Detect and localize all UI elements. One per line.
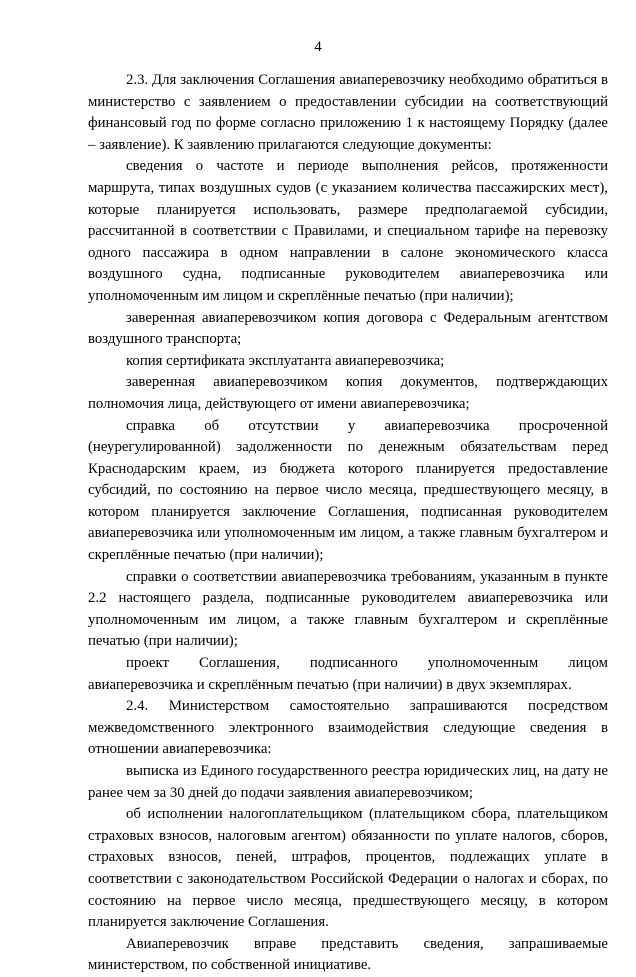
paragraph-2-4-intro: 2.4. Министерством самостоятельно запрашиваются посредством межведомственного электронного взаимодействия следующие сведения в отношении авиаперевозчика: [88, 698, 608, 758]
paragraph-debt-certificate: справка об отсутствии у авиаперевозчика просроченной (неурегулированной) задолженности по денежным обязательствам перед Краснодарским краем, из бюджета которого планируется предоставление субсидий, по состоянию на первое число месяца, предшествующего месяцу, в котором планируется заключение Соглашения, подписанная руководителем авиаперевозчика или уполномоченным им лицом, а также главным бухгалтером и скреплённые печатью (при наличии); [88, 417, 608, 564]
paragraph-agreement-draft: проект Соглашения, подписанного уполномоченным лицом авиаперевозчика и скреплённым печатью (при наличии) в двух экземплярах. [88, 655, 608, 693]
paragraph-own-initiative: Авиаперевозчик вправе представить сведения, запрашиваемые министерством, по собственной инициативе. [88, 935, 608, 974]
paragraph-compliance-certificates: справки о соответствии авиаперевозчика требованиям, указанным в пункте 2.2 настоящего раздела, подписанные руководителем авиаперевозчика или уполномоченным им лицом, а также главным бухгалтером и скреплённые печатью (при наличии); [88, 568, 608, 650]
page-number: 4 [314, 39, 322, 55]
paragraph-authority-documents: заверенная авиаперевозчиком копия документов, подтверждающих полномочия лица, действующего от имени авиаперевозчика; [88, 374, 608, 412]
paragraph-agency-contract: заверенная авиаперевозчиком копия договора с Федеральным агентством воздушного транспорта; [88, 309, 608, 348]
paragraph-flight-info: сведения о частоте и периоде выполнения рейсов, протяженности маршрута, типах воздушных судов (с указанием количества пассажирских мест), которые планируется использовать, размере предполагаемой субсидии, рассчитанной в соответствии с Правилами, и специальном тарифе на перевозку одного пассажира в одном направлении в салоне экономического класса воздушного судна, подписанные руководителем авиаперевозчика или уполномоченным им лицом и скреплённые печатью (при наличии); [88, 158, 608, 304]
paragraph-tax-obligations: об исполнении налогоплательщиком (плательщиком сбора, плательщиком страховых взносов, налоговым агентом) обязанности по уплате налогов, сборов, страховых взносов, пеней, штрафов, процентов, подлежащих уплате в соответствии с законодательством Российской Федерации о налогах и сборах, по состоянию на первое число месяца, предшествующего месяцу, в котором планируется заключение Соглашения. [88, 806, 608, 931]
paragraph-registry-extract: выписка из Единого государственного реестра юридических лиц, на дату не ранее чем за 30 дней до подачи заявления авиаперевозчиком; [88, 763, 608, 801]
paragraph-operator-certificate: копия сертификата эксплуатанта авиаперевозчика; [126, 352, 445, 369]
paragraph-2-3-intro: 2.3. Для заключения Соглашения авиаперевозчику необходимо обратиться в министерство с заявлением о предоставлении субсидии на соответствующий финансовый год по форме согласно приложению 1 к настоящему Порядку (далее – заявление). К заявлению прилагаются следующие документы: [88, 72, 608, 153]
document-body [88, 70, 608, 977]
